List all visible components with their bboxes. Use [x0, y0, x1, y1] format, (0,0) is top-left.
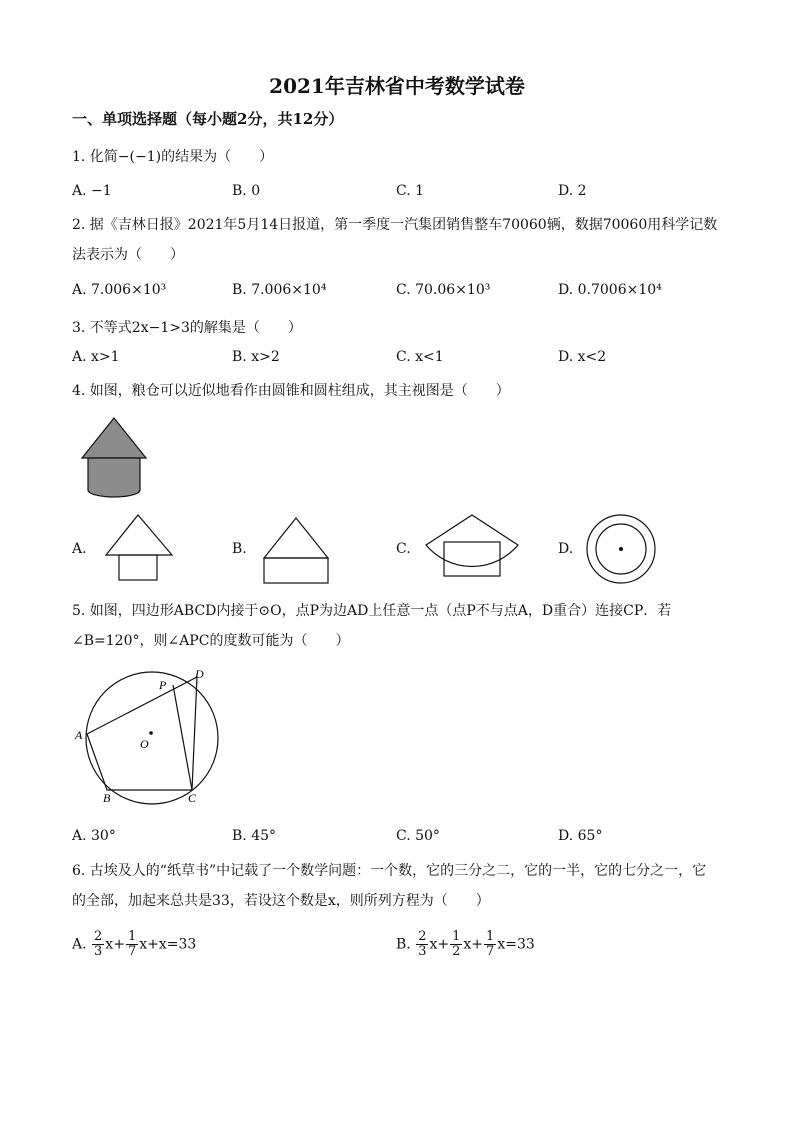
q2-option-d: D. 0.7006×10⁴: [558, 282, 662, 298]
q6-option-b-label: B.: [396, 936, 411, 953]
q4-option-c-figure: [422, 513, 522, 583]
q2-option-b: B. 7.006×10⁴: [232, 282, 327, 298]
q6-option-b: B. $\frac{2}{3}$ x+ $\frac{1}{2}$ x+ $\frac{1}{7}$ x=33: [396, 929, 535, 959]
q1-option-a: A. −1: [72, 183, 112, 199]
q5-option-d: D. 65°: [558, 828, 603, 844]
question-4-stem: 4. 如图，粮仓可以近似地看作由圆锥和圆柱组成，其主视图是（ ）: [72, 383, 510, 399]
label-o: O: [140, 737, 149, 751]
q4-option-a-label: A.: [72, 541, 87, 557]
question-6-line2: 的全部，加起来总共是33，若设这个数是x，则所列方程为（ ）: [72, 893, 490, 909]
q3-option-c: C. x<1: [396, 349, 444, 365]
q3-option-d: D. x<2: [558, 349, 607, 365]
q4-option-d-label: D.: [558, 541, 574, 557]
q5-option-a: A. 30°: [72, 828, 116, 844]
section-heading: 一、单项选择题（每小题2分，共12分）: [72, 110, 344, 128]
q1-option-c: C. 1: [396, 183, 425, 199]
q3-option-b: B. x>2: [232, 349, 280, 365]
question-2-line1: 2. 据《吉林日报》2021年5月14日报道，第一季度一汽集团销售整车70060辆，数据70060用科学记数: [72, 217, 718, 233]
label-c: C: [188, 791, 197, 805]
label-d: D: [195, 667, 204, 681]
question-5-line1: 5. 如图，四边形ABCD内接于⊙O，点P为边AD上任意一点（点P不与点A，D重合）连接CP．若: [72, 603, 672, 619]
q4-option-b-label: B.: [232, 541, 247, 557]
q5-option-c: C. 50°: [396, 828, 440, 844]
question-6-line1: 6. 古埃及人的“纸草书”中记载了一个数学问题：一个数，它的三分之二，它的一半，它的七分之一，它: [72, 863, 707, 879]
granary-figure: [78, 416, 150, 500]
label-p: P: [159, 678, 167, 692]
q2-option-a: A. 7.006×10³: [72, 282, 167, 298]
page-title: 2021年吉林省中考数学试卷: [269, 74, 525, 98]
q4-option-b-figure: [262, 516, 332, 586]
q6-option-a-label: A.: [72, 936, 87, 953]
q5-circle-figure: [72, 664, 232, 810]
question-5-line2: ∠B=120°，则∠APC的度数可能为（ ）: [72, 633, 350, 649]
question-2-line2: 法表示为（ ）: [72, 247, 184, 263]
q2-option-c: C. 70.06×10³: [396, 282, 491, 298]
q1-option-d: D. 2: [558, 183, 587, 199]
label-a: A: [75, 728, 83, 742]
frac-two-thirds-b: $\frac{2}{3}$: [418, 929, 427, 959]
granary-cylinder: [88, 458, 140, 497]
q4-option-d-figure: [585, 513, 659, 587]
q3-option-a: A. x>1: [72, 349, 120, 365]
q1-option-b: B. 0: [232, 183, 261, 199]
label-b: B: [103, 791, 111, 805]
frac-one-seventh-b: $\frac{1}{7}$: [486, 929, 495, 959]
frac-one-half: $\frac{1}{2}$: [452, 929, 461, 959]
q4-option-a-figure: [104, 513, 176, 583]
question-1-stem: 1. 化简−(−1)的结果为（ ）: [72, 149, 274, 165]
granary-roof: [82, 418, 146, 458]
frac-two-thirds: $\frac{2}{3}$: [94, 929, 103, 959]
q6-option-a: A. $\frac{2}{3}$ x+ $\frac{1}{7}$ x+x=33: [72, 929, 197, 959]
q5-option-b: B. 45°: [232, 828, 277, 844]
question-3-stem: 3. 不等式2x−1>3的解集是（ ）: [72, 320, 302, 336]
q4-option-c-label: C.: [396, 541, 411, 557]
frac-one-seventh: $\frac{1}{7}$: [127, 929, 137, 959]
